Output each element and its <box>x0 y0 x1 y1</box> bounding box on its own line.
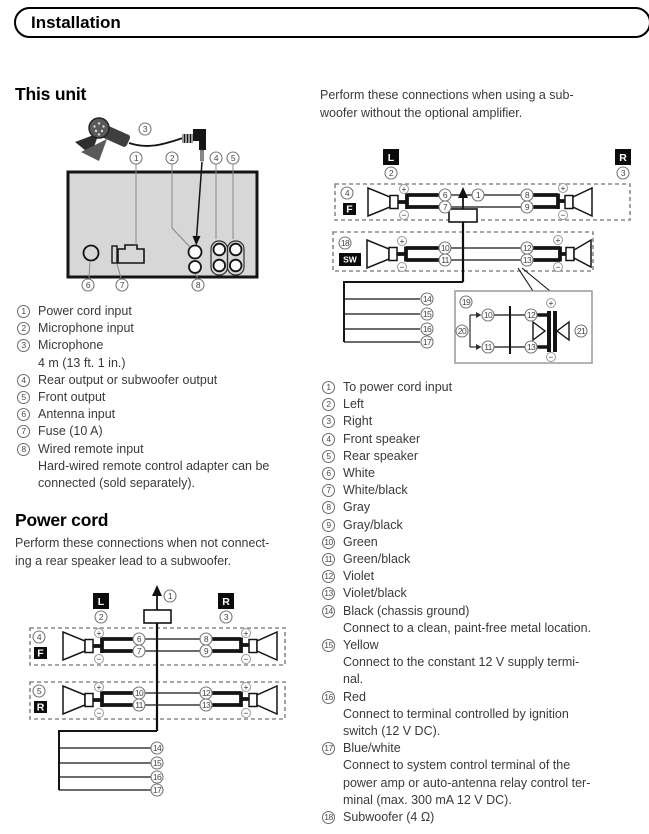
callout-number <box>385 167 397 179</box>
svg-text:7: 7 <box>119 280 125 290</box>
callout-number <box>421 293 433 305</box>
callout-number <box>220 611 232 623</box>
polarity-plus-icon <box>242 628 251 638</box>
subwoofer-detail-inset <box>455 291 592 363</box>
polarity-minus-icon <box>559 210 568 220</box>
callout-number <box>116 279 128 291</box>
callout-number: 4 <box>17 374 30 387</box>
fork-connector <box>397 247 439 262</box>
rear-label <box>34 701 47 714</box>
callout-number <box>421 308 433 320</box>
callout-number: 9 <box>322 519 335 532</box>
page-title-text: Installation <box>31 12 121 32</box>
this-unit-legend <box>15 303 315 492</box>
callout-number <box>521 189 533 201</box>
power-cord-connector <box>449 209 477 222</box>
plug-icon <box>182 129 206 161</box>
svg-text:−: − <box>243 654 249 664</box>
svg-text:21: 21 <box>576 326 586 336</box>
list-item: 12 Violet <box>320 568 649 585</box>
svg-text:16: 16 <box>422 324 432 334</box>
callout-number: 17 <box>322 742 335 755</box>
polarity-plus-icon <box>242 682 251 692</box>
speaker-icon <box>249 686 277 714</box>
svg-text:5: 5 <box>230 153 236 163</box>
svg-text:+: + <box>399 236 405 246</box>
list-item: 10 Green <box>320 534 649 551</box>
svg-text:F: F <box>346 203 353 216</box>
microphone-icon <box>75 118 131 161</box>
svg-text:10: 10 <box>440 243 450 253</box>
callout-number: 12 <box>322 570 335 583</box>
svg-text:R: R <box>222 596 230 608</box>
svg-text:+: + <box>243 628 249 638</box>
svg-text:+: + <box>96 628 102 638</box>
callout-number <box>521 254 533 266</box>
svg-text:−: − <box>401 210 407 220</box>
callout-number <box>139 123 151 135</box>
callout-number: 6 <box>322 467 335 480</box>
speaker-icon <box>566 240 591 267</box>
callout-number: 6 <box>17 408 30 421</box>
svg-text:15: 15 <box>152 758 162 768</box>
page-title <box>14 7 649 38</box>
svg-text:L: L <box>97 596 105 608</box>
list-item: 4 Front speaker <box>320 431 649 448</box>
callout-number <box>421 336 433 348</box>
callout-number: 5 <box>17 391 30 404</box>
front-label <box>34 647 47 660</box>
svg-text:20: 20 <box>457 326 467 336</box>
callout-number <box>151 742 163 754</box>
wiring-legend <box>320 379 649 826</box>
callout-number <box>130 152 142 164</box>
speaker-icon <box>249 632 277 660</box>
svg-text:19: 19 <box>461 297 471 307</box>
list-item: 6 White <box>320 465 649 482</box>
list-item: 2 Microphone input <box>15 320 315 337</box>
callout-number <box>617 167 629 179</box>
callout-number <box>227 152 239 164</box>
svg-text:9: 9 <box>524 202 530 212</box>
svg-text:11: 11 <box>484 342 492 352</box>
mic-input-jack <box>189 246 202 259</box>
list-item: 16 Red Connect to terminal controlled by ignition switch (12 V DC). <box>320 689 649 741</box>
svg-text:3: 3 <box>620 168 626 178</box>
svg-text:16: 16 <box>152 772 162 782</box>
callout-number <box>33 631 45 643</box>
callout-number: 15 <box>322 639 335 652</box>
svg-text:−: − <box>548 352 554 362</box>
callout-number <box>33 685 45 697</box>
callout-number <box>133 699 145 711</box>
list-item: 11 Green/black <box>320 551 649 568</box>
callout-number <box>460 296 472 308</box>
callout-number <box>133 687 145 699</box>
list-item: 7 Fuse (10 A) <box>15 423 315 440</box>
list-item: 14 Black (chassis ground) Connect to a clean, paint-free metal location. <box>320 603 649 637</box>
list-item: 13 Violet/black <box>320 585 649 602</box>
callout-number: 7 <box>17 425 30 438</box>
svg-text:R: R <box>36 701 45 714</box>
list-item: 5 Front output <box>15 389 315 406</box>
list-item: 2 Left <box>320 396 649 413</box>
polarity-plus-icon <box>554 235 563 245</box>
polarity-plus-icon <box>95 682 104 692</box>
list-item: 4 Rear output or subwoofer output <box>15 372 315 389</box>
svg-text:+: + <box>548 298 554 308</box>
callout-number: 2 <box>17 322 30 335</box>
callout-number: 11 <box>322 553 335 566</box>
svg-text:13: 13 <box>522 255 532 265</box>
callout-number: 8 <box>17 443 30 456</box>
callout-number: 5 <box>322 450 335 463</box>
svg-text:2: 2 <box>98 612 104 622</box>
power-cord-diagram <box>15 583 307 803</box>
svg-text:15: 15 <box>422 309 432 319</box>
svg-text:13: 13 <box>201 700 211 710</box>
callout-number <box>575 325 587 337</box>
supply-leads <box>59 731 157 790</box>
subwoofer-label <box>339 253 361 266</box>
svg-text:6: 6 <box>442 190 448 200</box>
polarity-plus-icon <box>547 298 556 308</box>
unit-rear-panel <box>68 172 257 277</box>
fork-connector <box>212 638 249 654</box>
svg-text:−: − <box>96 654 102 664</box>
polarity-minus-icon <box>242 708 251 718</box>
fork-connector <box>212 692 249 708</box>
polarity-minus-icon <box>400 210 409 220</box>
svg-text:R: R <box>619 152 627 164</box>
callout-number <box>421 323 433 335</box>
callout-number: 16 <box>322 691 335 704</box>
callout-number <box>164 590 176 602</box>
speaker-icon <box>368 188 398 216</box>
callout-number: 8 <box>322 501 335 514</box>
callout-number: 1 <box>17 305 30 318</box>
callout-number: 1 <box>322 381 335 394</box>
svg-text:−: − <box>555 262 561 272</box>
section-heading-this-unit: This unit <box>15 84 87 104</box>
svg-text:9: 9 <box>203 646 209 656</box>
svg-text:−: − <box>243 708 249 718</box>
callout-number <box>439 242 451 254</box>
polarity-minus-icon <box>547 352 556 362</box>
polarity-plus-icon <box>559 183 568 193</box>
callout-number <box>200 633 212 645</box>
callout-number <box>525 309 537 321</box>
polarity-plus-icon <box>400 184 409 194</box>
svg-text:3: 3 <box>223 612 229 622</box>
callout-number <box>482 341 494 353</box>
callout-number: 3 <box>322 415 335 428</box>
speaker-icon <box>565 188 592 216</box>
callout-number <box>151 784 163 796</box>
svg-text:F: F <box>37 647 44 660</box>
svg-text:1: 1 <box>133 153 139 163</box>
list-item: 15 Yellow Connect to the constant 12 V supply termi- nal. <box>320 637 649 689</box>
callout-number <box>151 757 163 769</box>
svg-text:+: + <box>243 682 249 692</box>
svg-text:5: 5 <box>36 686 42 696</box>
this-unit-diagram <box>15 112 305 304</box>
svg-text:17: 17 <box>422 337 432 347</box>
svg-text:SW: SW <box>343 254 357 265</box>
callout-number <box>166 152 178 164</box>
callout-number <box>341 187 353 199</box>
callout-number: 18 <box>322 811 335 824</box>
list-item: 6 Antenna input <box>15 406 315 423</box>
svg-text:7: 7 <box>442 202 448 212</box>
svg-text:12: 12 <box>201 688 211 698</box>
callout-number <box>151 771 163 783</box>
svg-text:+: + <box>560 183 566 193</box>
polarity-minus-icon <box>95 654 104 664</box>
section-heading-power-cord: Power cord <box>15 510 109 530</box>
power-cord-intro: Perform these connections when not connect- ing a rear speaker lead to a subwoofer. <box>15 536 270 568</box>
svg-text:+: + <box>555 235 561 245</box>
svg-text:6: 6 <box>85 280 91 290</box>
fork-connector <box>93 692 133 708</box>
svg-text:11: 11 <box>135 700 143 710</box>
fork-connector <box>533 194 565 210</box>
callout-number <box>439 201 451 213</box>
polarity-minus-icon <box>398 262 407 272</box>
polarity-minus-icon <box>554 262 563 272</box>
channel-label-right <box>615 149 631 165</box>
svg-text:14: 14 <box>152 743 162 753</box>
svg-text:17: 17 <box>152 785 162 795</box>
callout-number: 2 <box>322 398 335 411</box>
svg-text:−: − <box>96 708 102 718</box>
svg-text:4: 4 <box>36 632 42 642</box>
svg-text:13: 13 <box>526 342 536 352</box>
arrow-up-icon <box>152 585 162 610</box>
svg-text:11: 11 <box>441 255 449 265</box>
antenna-jack <box>84 246 99 261</box>
callout-number <box>521 242 533 254</box>
polarity-minus-icon <box>242 654 251 664</box>
callout-number <box>521 201 533 213</box>
svg-text:6: 6 <box>136 634 142 644</box>
fork-connector <box>93 638 133 654</box>
speaker-icon <box>63 686 93 714</box>
polarity-minus-icon <box>95 708 104 718</box>
list-item: 7 White/black <box>320 482 649 499</box>
svg-text:10: 10 <box>483 310 493 320</box>
svg-text:18: 18 <box>340 238 350 248</box>
callout-number: 10 <box>322 536 335 549</box>
callout-number <box>472 189 484 201</box>
svg-text:4: 4 <box>213 153 219 163</box>
supply-leads <box>344 282 463 342</box>
power-cord-connector <box>144 610 171 623</box>
callout-number <box>525 341 537 353</box>
svg-text:1: 1 <box>167 591 173 601</box>
callout-number: 14 <box>322 605 335 618</box>
channel-label-left <box>383 149 399 165</box>
callout-number <box>339 237 351 249</box>
callout-number <box>482 309 494 321</box>
callout-number <box>82 279 94 291</box>
fork-connector <box>398 194 439 210</box>
callout-number: 7 <box>322 484 335 497</box>
fork-connector <box>533 247 566 262</box>
subwoofer-intro: Perform these connections when using a sub- woofer without the optional amplifier. <box>320 88 574 120</box>
channel-label-right <box>218 593 234 609</box>
svg-text:L: L <box>387 152 395 164</box>
callout-number <box>200 645 212 657</box>
callout-number <box>439 189 451 201</box>
front-label <box>343 203 356 216</box>
callout-number <box>133 645 145 657</box>
callout-number <box>200 699 212 711</box>
list-item: 18 Subwoofer (4 Ω) <box>320 809 649 826</box>
svg-text:12: 12 <box>522 243 532 253</box>
list-item: 8 Wired remote input Hard-wired remote control adapter can be connected (sold separately). <box>15 441 315 493</box>
channel-label-left <box>93 593 109 609</box>
polarity-plus-icon <box>95 628 104 638</box>
callout-number <box>210 152 222 164</box>
callout-number: 13 <box>322 587 335 600</box>
speaker-icon <box>63 632 93 660</box>
callout-number <box>456 325 468 337</box>
callout-number <box>95 611 107 623</box>
svg-text:+: + <box>401 184 407 194</box>
svg-text:+: + <box>96 682 102 692</box>
list-item: 5 Rear speaker <box>320 448 649 465</box>
svg-text:3: 3 <box>142 124 148 134</box>
svg-text:1: 1 <box>475 190 481 200</box>
svg-text:8: 8 <box>203 634 209 644</box>
callout-number: 3 <box>17 339 30 352</box>
svg-text:8: 8 <box>195 280 201 290</box>
arrow-up-icon <box>458 187 468 209</box>
callout-number <box>133 633 145 645</box>
svg-text:10: 10 <box>134 688 144 698</box>
callout-number <box>200 687 212 699</box>
svg-text:14: 14 <box>422 294 432 304</box>
svg-text:2: 2 <box>169 153 175 163</box>
mic-cable <box>129 138 183 146</box>
callout-number <box>192 279 204 291</box>
svg-text:8: 8 <box>524 190 530 200</box>
callout-number: 4 <box>322 433 335 446</box>
svg-text:4: 4 <box>344 188 350 198</box>
list-item: 9 Gray/black <box>320 517 649 534</box>
list-item: 3 Right <box>320 413 649 430</box>
list-item: 3 Microphone 4 m (13 ft. 1 in.) <box>15 337 315 371</box>
callout-number <box>439 254 451 266</box>
svg-text:2: 2 <box>388 168 394 178</box>
svg-text:−: − <box>399 262 405 272</box>
list-item: 17 Blue/white Connect to system control terminal of the power amp or auto-antenna relay control ter- minal (max. 300 mA 12 V DC). <box>320 740 649 809</box>
speaker-icon <box>367 240 397 268</box>
wired-remote-jack <box>189 261 201 273</box>
subwoofer-diagram <box>320 140 649 385</box>
svg-text:−: − <box>560 210 566 220</box>
list-item: 8 Gray <box>320 499 649 516</box>
svg-text:7: 7 <box>136 646 142 656</box>
polarity-plus-icon <box>398 236 407 246</box>
list-item: 1 To power cord input <box>320 379 649 396</box>
svg-text:12: 12 <box>526 310 536 320</box>
list-item: 1 Power cord input <box>15 303 315 320</box>
